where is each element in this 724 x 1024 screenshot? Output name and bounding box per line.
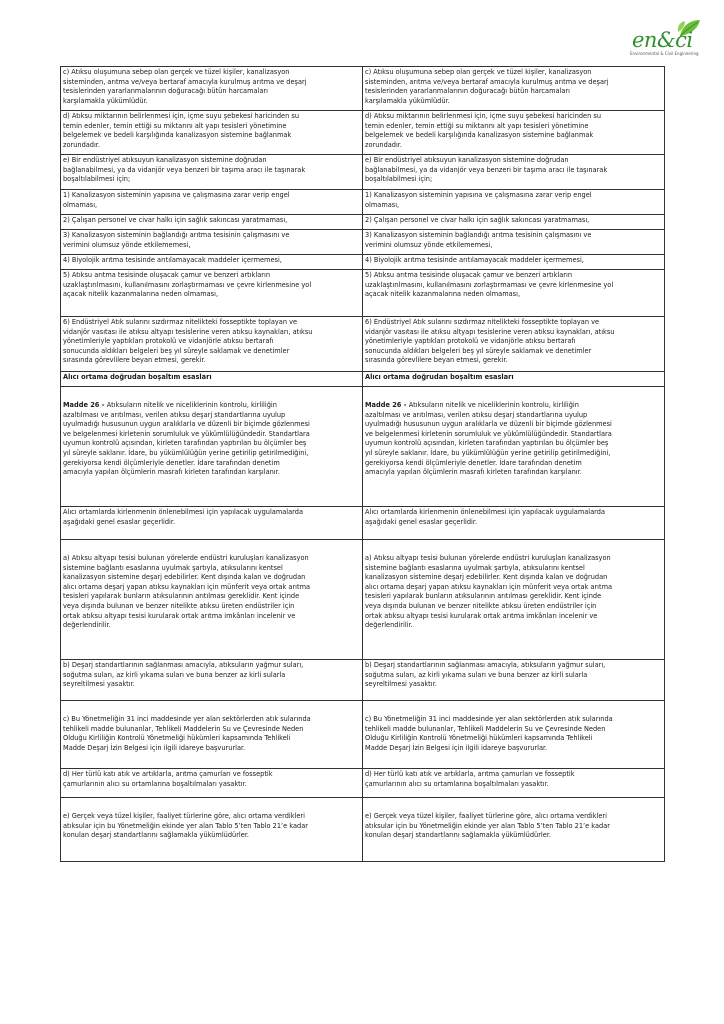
table-cell-right — [363, 230, 665, 255]
table-row — [61, 387, 665, 507]
cell-text: Alıcı ortamlarda kirlenmenin önlenebilmesi için yapılacak uygulamalarda aşağıdaki genel esaslar geçerlidir. — [365, 508, 605, 526]
cell-text: 3) Kanalizasyon sisteminin bağlandığı arıtma tesisinin çalışmasını ve verimini olumsuz yönde etkilememesi, — [365, 231, 592, 249]
cell-text: e) Gerçek veya tüzel kişiler, faaliyet türlerine göre, alıcı ortama verdikleri atıksular için bu Yönetmeliğin ekinde yer alan Tablo 5’ten Tablo 21’e kadar konulan deşarj standartlarını sağlamakla yükümlüdürler. — [365, 812, 610, 840]
table-cell-left — [61, 387, 363, 507]
table-cell-right — [363, 215, 665, 230]
table-cell-right — [363, 317, 665, 372]
cell-text: b) Deşarj standartlarının sağlanması amacıyla, atıksuların yağmur suları, soğutma suları, az kirli yıkama suları ve buna benzer az kirli sularla seyreltilmesi yasaktır. — [365, 661, 606, 689]
cell-text: Alıcı ortamlarda kirlenmenin önlenebilmesi için yapılacak uygulamalarda aşağıdaki genel esaslar geçerlidir. — [63, 508, 303, 526]
comparison-table — [60, 66, 665, 862]
cell-text: 3) Kanalizasyon sisteminin bağlandığı arıtma tesisinin çalışmasını ve verimini olumsuz yönde etkilememesi, — [63, 231, 290, 249]
table-cell-left — [61, 769, 363, 798]
cell-text: c) Bu Yönetmeliğin 31 inci maddesinde yer alan sektörlerden atık sularında tehlikeli madde bulunanlar, Tehlikeli Maddelerin Su ve Çevresinde Neden Olduğu Kirliliğin Kontrolü Yönetmeliği hükümleri kapsamında Tehlikeli Madde Deşarj İzin Belgesi için ilgili idareye başvururlar. — [63, 715, 311, 752]
company-logo — [624, 18, 714, 60]
table-cell-right — [363, 798, 665, 862]
table-cell-left — [61, 270, 363, 317]
cell-text: 2) Çalışan personel ve civar halkı için sağlık sakıncası yaratmaması, — [365, 216, 590, 224]
table-cell-right — [363, 67, 665, 111]
table-row — [61, 155, 665, 190]
cell-text: d) Her türlü katı atık ve artıklarla, arıtma çamurları ve fosseptik çamurlarının alıcı su ortamlarına boşaltılmaları yasaktır. — [365, 770, 575, 788]
cell-text: d) Atıksu miktarının belirlenmesi için, içme suyu şebekesi haricinden su temin edenler, temin ettiği su miktarını alt yapı tesisleri yönetimine belgelemek ve bedeli karşılığında kanalizasyon sistemine bağlanmak zorundadır. — [63, 112, 300, 149]
table-cell-left — [61, 701, 363, 769]
table-cell-right — [363, 540, 665, 660]
table-row — [61, 701, 665, 769]
cell-text: Alıcı ortama doğrudan boşaltım esasları — [63, 373, 212, 381]
table-row — [61, 507, 665, 540]
table-cell-left — [61, 507, 363, 540]
cell-text: e) Bir endüstriyel atıksuyun kanalizasyon sistemine doğrudan bağlanabilmesi, ya da vidanjör veya benzeri bir taşıma aracı ile taşınarak boşaltılabilmesi için; — [365, 156, 608, 184]
cell-text: Alıcı ortama doğrudan boşaltım esasları — [365, 373, 514, 381]
cell-text: d) Atıksu miktarının belirlenmesi için, içme suyu şebekesi haricinden su temin edenler, temin ettiği su miktarını alt yapı tesisleri yönetimine belgelemek ve bedeli karşılığında kanalizasyon sistemine bağlanmak zorundadır. — [365, 112, 602, 149]
cell-text: 6) Endüstriyel Atık sularını sızdırmaz nitelikteki fosseptikte toplayan ve vidanjör vasıtası ile atıksu altyapı tesislerine veren atıksu kaynakları, atıksu yönetimleriyle yaptıkları protokolü ve vidanjörle atıksu bertarafı sonucunda aldıkları belgeleri beş yıl süreyle saklamak ve denetimler sırasında görevlilere beyan etmesi, gerekir. — [63, 318, 313, 365]
table-cell-left — [61, 111, 363, 155]
table-cell-left — [61, 540, 363, 660]
table-cell-right — [363, 701, 665, 769]
logo-wordmark: en&ci — [632, 28, 693, 52]
table-cell-right — [363, 769, 665, 798]
table-row — [61, 372, 665, 387]
cell-text: 2) Çalışan personel ve civar halkı için sağlık sakıncası yaratmaması, — [63, 216, 288, 224]
table-cell-right — [363, 255, 665, 270]
table-row — [61, 540, 665, 660]
table-cell-left — [61, 67, 363, 111]
cell-text: 5) Atıksu arıtma tesisinde oluşacak çamur ve benzeri artıkların uzaklaştırılmasını, kullanılmasını zorlaştırmaması ve çevre kirlenmesine yol açacak nitelik kazanmalarına neden olmaması, — [63, 271, 312, 299]
cell-text: c) Bu Yönetmeliğin 31 inci maddesinde yer alan sektörlerden atık sularında tehlikeli madde bulunanlar, Tehlikeli Maddelerin Su ve Çevresinde Neden Olduğu Kirliliğin Kontrolü Yönetmeliği hükümleri kapsamında Tehlikeli Madde Deşarj İzin Belgesi için ilgili idareye başvururlar. — [365, 715, 613, 752]
table-row — [61, 317, 665, 372]
table-cell-right — [363, 270, 665, 317]
table-row — [61, 215, 665, 230]
table-cell-right — [363, 507, 665, 540]
table-row — [61, 798, 665, 862]
table-cell-right — [363, 111, 665, 155]
table-row — [61, 255, 665, 270]
cell-text: d) Her türlü katı atık ve artıklarla, arıtma çamurları ve fosseptik çamurlarının alıcı su ortamlarına boşaltılmaları yasaktır. — [63, 770, 273, 788]
table-cell-left — [61, 230, 363, 255]
table-row — [61, 230, 665, 255]
table-cell-right — [363, 372, 665, 387]
table-cell-left — [61, 317, 363, 372]
table-cell-right — [363, 660, 665, 701]
logo-tagline: Environmental & Civil Engineering — [630, 51, 699, 56]
table-cell-right — [363, 387, 665, 507]
cell-text: a) Atıksu altyapı tesisi bulunan yörelerde endüstri kuruluşları kanalizasyon sistemine bağlantı esaslarına uyulmak şartıyla, atıksularını kentsel kanalizasyon sistemine deşarj edebilirler. Kent dışında kalan ve doğrudan alıcı ortama deşarj yapan atıksu kaynakları için münferit veya ortak arıtma tesisleri yapılarak bunların atıksularının arıtılması gereklidir. Kent içinde veya dışında bulunan ve benzer nitelikte atıksu üreten endüstriler için ortak atıksu altyapı tesisi kurularak ortak arıtma imkânları incelenir ve değerlendirilir. — [63, 554, 311, 630]
cell-text: c) Atıksu oluşumuna sebep olan gerçek ve tüzel kişiler, kanalizasyon sisteminden, arıtma ve/veya bertaraf amacıyla kurulmuş arıtma ve deşarj tesislerinden yararlanmalarının doğuracağı bütün harcamaları karşılamakla yükümlüdür. — [63, 68, 307, 105]
cell-text: a) Atıksu altyapı tesisi bulunan yörelerde endüstri kuruluşları kanalizasyon sistemine bağlantı esaslarına uyulmak şartıyla, atıksularını kentsel kanalizasyon sistemine deşarj edebilirler. Kent dışında kalan ve doğrudan alıcı ortama deşarj yapan atıksu kaynakları için münferit veya ortak arıtma tesisleri yapılarak bunların atıksularının arıtılması gereklidir. Kent içinde veya dışında bulunan ve benzer nitelikte atıksu üreten endüstriler için ortak atıksu altyapı tesisi kurularak ortak arıtma imkânları incelenir ve değerlendirilir. — [365, 554, 613, 630]
cell-text: b) Deşarj standartlarının sağlanması amacıyla, atıksuların yağmur suları, soğutma suları, az kirli yıkama suları ve buna benzer az kirli sularla seyreltilmesi yasaktır. — [63, 661, 304, 689]
table-cell-left — [61, 155, 363, 190]
cell-text: e) Bir endüstriyel atıksuyun kanalizasyon sistemine doğrudan bağlanabilmesi, ya da vidanjör veya benzeri bir taşıma aracı ile taşınarak boşaltılabilmesi için; — [63, 156, 306, 184]
cell-text: Madde 26 - Atıksuların nitelik ve niceliklerinin kontrolu, kirliliğin azaltılması ve arıtılması, verilen atıksu deşarj standartlarına uyulup uyulmadığı hususunun uygun aralıklarla ve düzenli bir biçimde gözlenmesi ve belgelenmesi kirletenin sorumluluk ve yükümlülüğündedir. Standartlara uyumun kontrolü açısından, kirleten tarafından yaptırılan bu ölçümler beş yıl süreyle saklanır. İdare, bu yükümlülüğün yerine getirilip getirilmediğini, gerekiyorsa kendi ölçümleriyle denetler. İdare tarafından denetim amacıyla yapılan ölçümlerin masrafı kirleten tarafından karşılanır. — [63, 401, 310, 477]
table-row — [61, 660, 665, 701]
table-cell-left — [61, 372, 363, 387]
table-row — [61, 769, 665, 798]
cell-text: 1) Kanalizasyon sisteminin yapısına ve çalışmasına zarar verip engel olmaması, — [365, 191, 592, 209]
table-cell-left — [61, 190, 363, 215]
cell-text: Madde 26 - Atıksuların nitelik ve niceliklerinin kontrolu, kirliliğin azaltılması ve arıtılması, verilen atıksu deşarj standartlarına uyulup uyulmadığı hususunun uygun aralıklarla ve düzenli bir biçimde gözlenmesi ve belgelenmesi kirletenin sorumluluk ve yükümlülüğündedir. Standartlara uyumun kontrolü açısından, kirleten tarafından yaptırılan bu ölçümler beş yıl süreyle saklanır. İdare, bu yükümlülüğün yerine getirilip getirilmediğini, gerekiyorsa kendi ölçümleriyle denetler. İdare tarafından denetim amacıyla yapılan ölçümlerin masrafı kirleten tarafından karşılanır. — [365, 401, 612, 477]
table-cell-right — [363, 190, 665, 215]
cell-text: 4) Biyolojik arıtma tesisinde arıtılamayacak maddeler içermemesi, — [365, 256, 584, 264]
cell-text: 4) Biyolojik arıtma tesisinde arıtılamayacak maddeler içermemesi, — [63, 256, 282, 264]
cell-text: 1) Kanalizasyon sisteminin yapısına ve çalışmasına zarar verip engel olmaması, — [63, 191, 290, 209]
table-cell-left — [61, 255, 363, 270]
table-row — [61, 190, 665, 215]
cell-text: 5) Atıksu arıtma tesisinde oluşacak çamur ve benzeri artıkların uzaklaştırılmasını, kullanılmasını zorlaştırmaması ve çevre kirlenmesine yol açacak nitelik kazanmalarına neden olmaması, — [365, 271, 614, 299]
table-row — [61, 270, 665, 317]
table-row — [61, 111, 665, 155]
table-cell-left — [61, 660, 363, 701]
cell-text: c) Atıksu oluşumuna sebep olan gerçek ve tüzel kişiler, kanalizasyon sisteminden, arıtma ve/veya bertaraf amacıyla kurulmuş arıtma ve deşarj tesislerinden yararlanmalarının doğuracağı bütün harcamaları karşılamakla yükümlüdür. — [365, 68, 609, 105]
table-cell-left — [61, 215, 363, 230]
table-row — [61, 67, 665, 111]
cell-text: 6) Endüstriyel Atık sularını sızdırmaz nitelikteki fosseptikte toplayan ve vidanjör vasıtası ile atıksu altyapı tesislerine veren atıksu kaynakları, atıksu yönetimleriyle yaptıkları protokolü ve vidanjörle atıksu bertarafı sonucunda aldıkları belgeleri beş yıl süreyle saklamak ve denetimler sırasında görevlilere beyan etmesi, gerekir. — [365, 318, 615, 365]
cell-text: e) Gerçek veya tüzel kişiler, faaliyet türlerine göre, alıcı ortama verdikleri atıksular için bu Yönetmeliğin ekinde yer alan Tablo 5’ten Tablo 21’e kadar konulan deşarj standartlarını sağlamakla yükümlüdürler. — [63, 812, 308, 840]
table-cell-left — [61, 798, 363, 862]
table-cell-right — [363, 155, 665, 190]
